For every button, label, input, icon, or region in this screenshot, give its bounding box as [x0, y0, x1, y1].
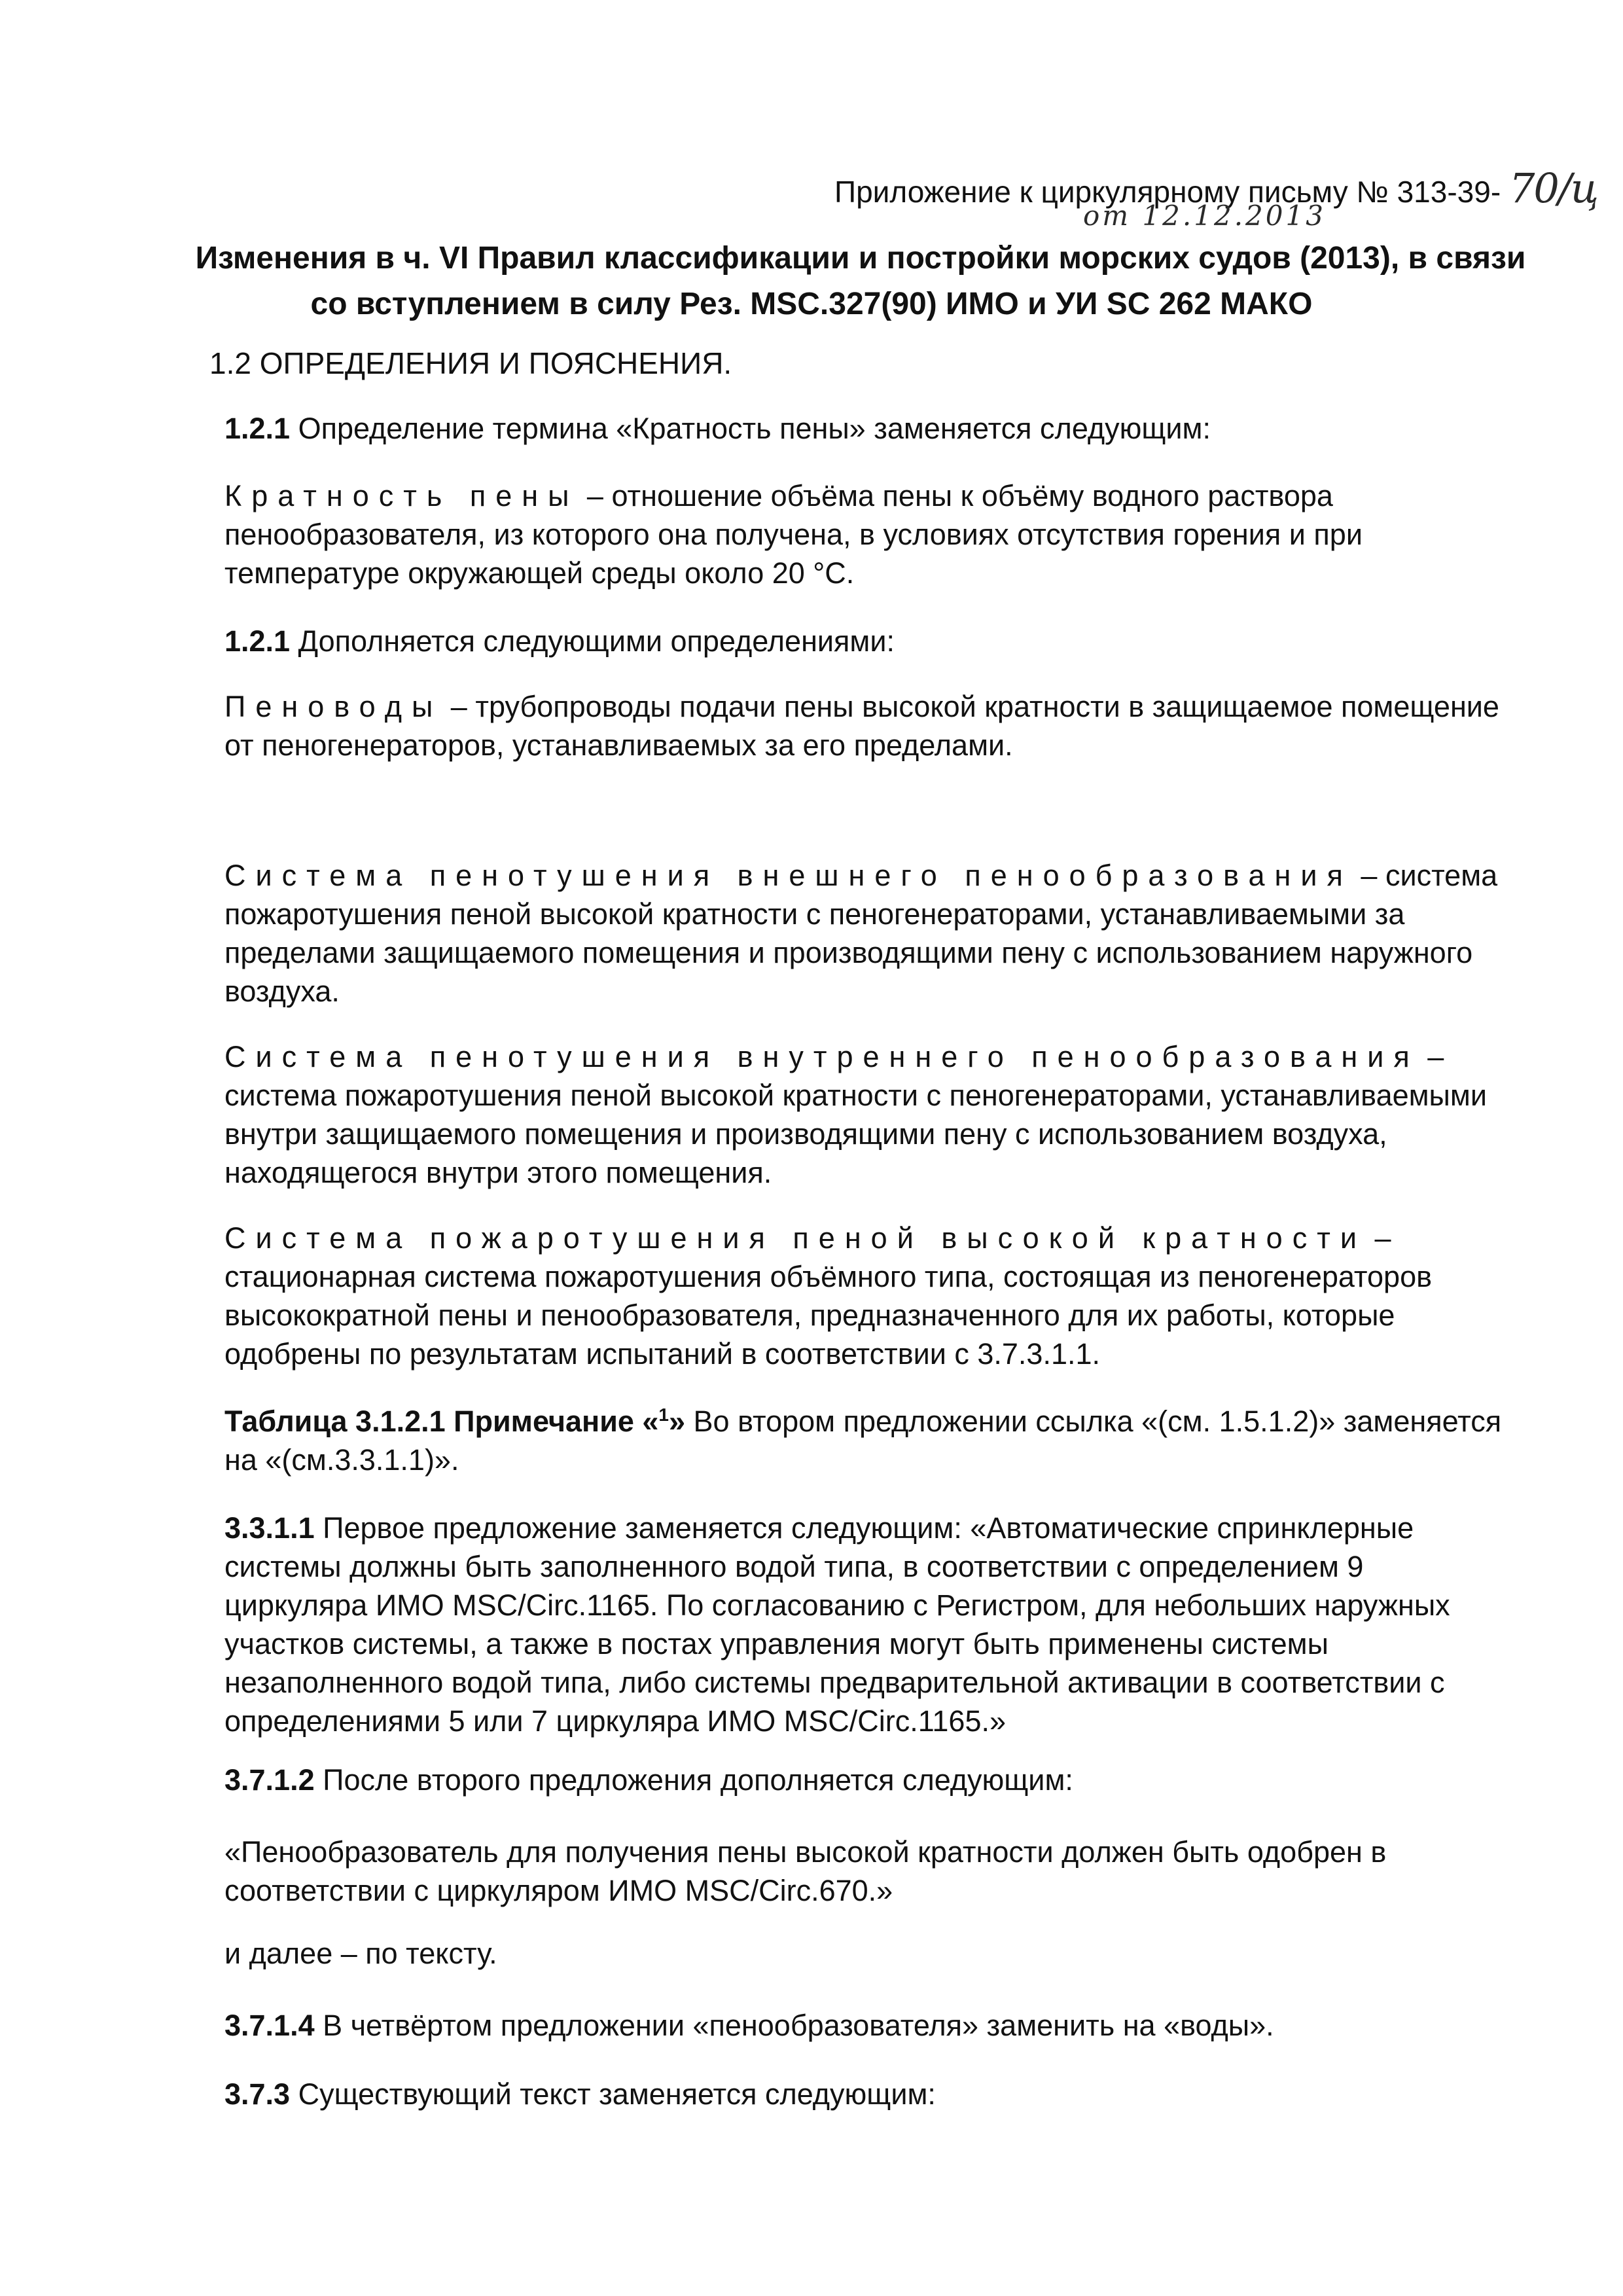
paragraph-table-note: [224, 1402, 1507, 1479]
definition-text: – отношение объёма пены к объёму водного раствора пенообразователя, из которого она получена, в условиях отсутствия горения и при температуре окружающей среды около 20 °С.: [224, 479, 1363, 590]
quote-3-7-1-2: «Пенообразователь для получения пены высокой кратности должен быть одобрен в соответствии с циркуляром ИМО MSC/Circ.670.»: [224, 1835, 1387, 1907]
clause-number: 3.3.1.1: [224, 1511, 315, 1545]
clause-number: 3.7.3: [224, 2077, 291, 2111]
definition-text: – трубопроводы подачи пены высокой кратности в защищаемое помещение от пеногенераторов, устанавливаемых за его пределами.: [224, 690, 1499, 762]
paragraph-3-7-3: [224, 2075, 1507, 2113]
paragraph-3-3-1-1: [224, 1509, 1507, 1740]
definition-text: – система пожаротушения пеной высокой кратности с пеногенераторами, устанавливаемыми за пределами защищаемого помещения и производящими пену с использованием наружного воздуха.: [224, 859, 1498, 1008]
document-title: [0, 236, 1623, 327]
clause-text: Первое предложение заменяется следующим: «Автоматические спринклерные системы должны быть заполненного водой типа, в соответствии с определением 9 циркуляра ИМО MSC/Circ.1165. По согласованию с Регистром, для небольших наружных участков системы, а также в постах управления могут быть применены системы незаполненного водой типа, либо системы предварительной активации в соответствии с определениями 5 или 7 циркуляра ИМО MSC/Circ.1165.»: [224, 1511, 1450, 1738]
clause-text: Определение термина «Кратность пены» заменяется следующим:: [290, 412, 1211, 445]
title-line-1: Изменения в ч. VI Правил классификации и постройки морских судов (2013), в связи: [195, 241, 1526, 276]
clause-label-end: »: [669, 1405, 686, 1438]
term: Система пенотушения внутреннего пенообразования: [224, 1040, 1419, 1073]
paragraph-1-2-1-additions: [224, 622, 1507, 660]
title-line-2: со вступлением в силу Рез. MSC.327(90) ИМО и УИ SC 262 МАКО: [310, 287, 1313, 321]
clause-text: Во втором предложении ссылка «(см. 1.5.1.2)» заменяется на «(см.3.3.1.1)».: [224, 1405, 1502, 1477]
term: Кратность пены: [224, 479, 579, 512]
clause-number: 1.2.1: [224, 624, 291, 658]
handwritten-number: 70/ц: [1508, 164, 1597, 212]
paragraph-3-7-1-4: [224, 2006, 1507, 2045]
paragraph-3-7-1-2: [224, 1761, 1507, 1799]
term: Пеноводы: [224, 690, 443, 723]
definition-internal-foam: [224, 1037, 1507, 1192]
term: Система пожаротушения пеной высокой кратности: [224, 1221, 1366, 1255]
definition-text: – стационарная система пожаротушения объёмного типа, состоящая из пеногенераторов высокократной пены и пенообразователя, предназначенного для их работы, которые одобрены по результатам испытаний в соответствии с 3.7.3.1.1.: [224, 1221, 1432, 1371]
clause-number: 1.2.1: [224, 412, 291, 445]
clause-label: Таблица 3.1.2.1 Примечание «: [224, 1405, 659, 1438]
clause-number: 3.7.1.4: [224, 2009, 315, 2042]
definition-kratnost: [224, 476, 1507, 592]
term: Система пенотушения внешнего пенообразования: [224, 859, 1353, 892]
clause-text: После второго предложения дополняется следующим:: [314, 1763, 1073, 1797]
definition-high-expansion: [224, 1219, 1507, 1373]
definition-external-foam: [224, 856, 1507, 1011]
clause-text: В четвёртом предложении «пенообразователя» заменить на «воды».: [314, 2009, 1274, 2042]
handwritten-date: от 12.12.2013: [1083, 200, 1326, 232]
definition-text: – система пожаротушения пеной высокой кратности с пеногенераторами, устанавливаемыми внутри защищаемого помещения и производящими пену с использованием воздуха, находящегося внутри этого помещения.: [224, 1040, 1487, 1189]
paragraph-further-text: и далее – по тексту.: [224, 1937, 497, 1970]
clause-text: Дополняется следующими определениями:: [290, 624, 895, 658]
footnote-mark: 1: [658, 1405, 669, 1425]
definition-penovody: [224, 687, 1507, 764]
clause-number: 3.7.1.2: [224, 1763, 315, 1797]
paragraph-1-2-1-definition: [224, 409, 1507, 448]
section-heading: 1.2 ОПРЕДЕЛЕНИЯ И ПОЯСНЕНИЯ.: [209, 346, 732, 380]
appendix-text: Приложение к циркулярному письму № 313-39-: [834, 175, 1501, 209]
clause-text: Существующий текст заменяется следующим:: [290, 2077, 936, 2111]
